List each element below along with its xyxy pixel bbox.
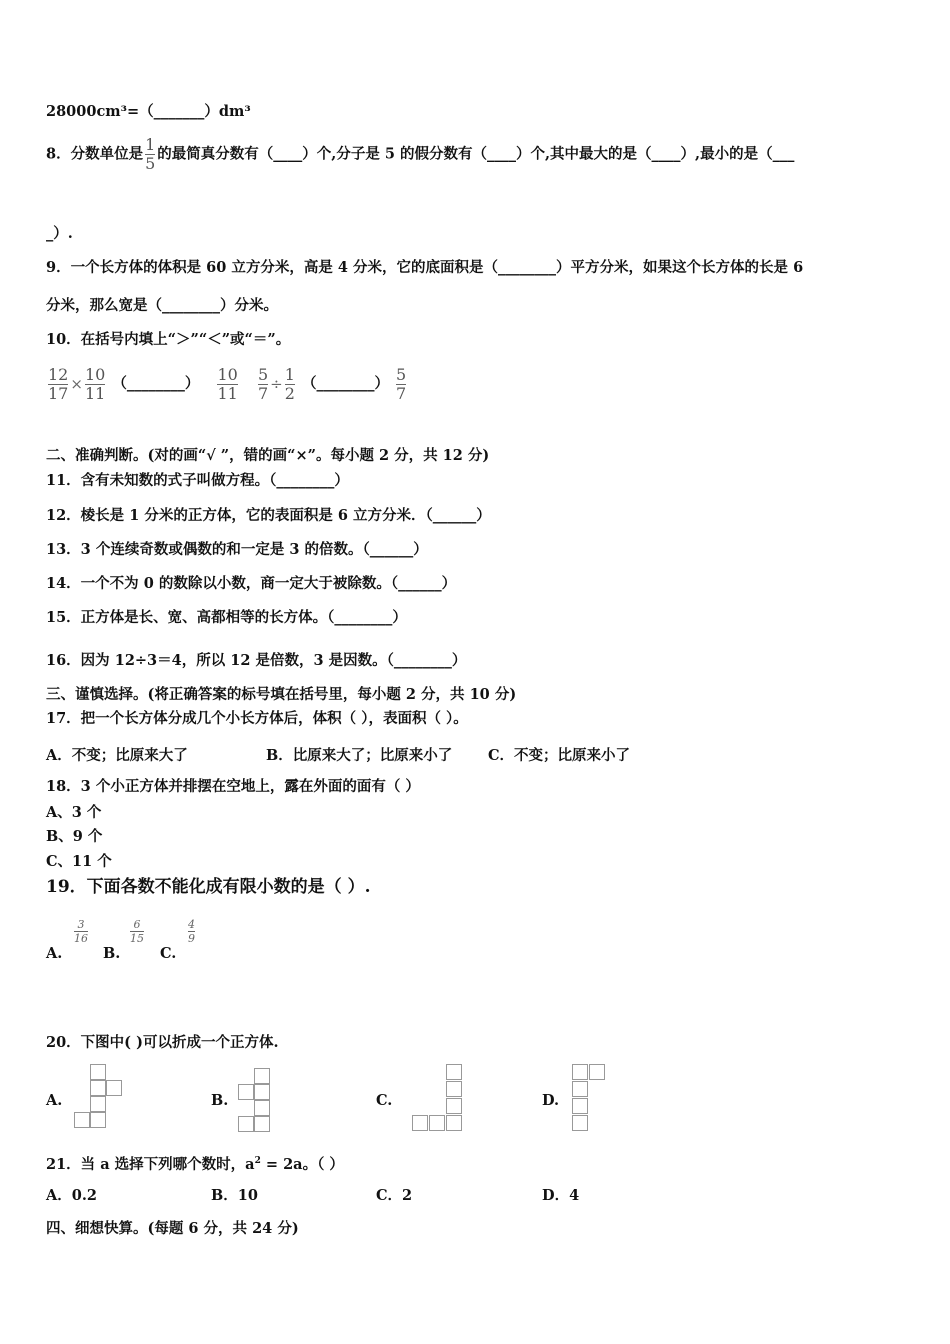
q17-option-c[interactable]: C．不变；比原来小了 (488, 747, 631, 764)
q21-option-d[interactable]: D．4 (542, 1187, 580, 1204)
q10-blank1[interactable]: （________） (112, 375, 200, 392)
q20-text: 20．下图中( )可以折成一个正方体. (46, 1034, 279, 1051)
q12-text: 12．棱长是 1 分米的正方体，它的表面积是 6 立方分米．（______） (46, 507, 491, 524)
q18-option-b[interactable]: B、9 个 (46, 828, 103, 845)
section-4-title: 四、细想快算。(每题 6 分，共 24 分) (46, 1220, 299, 1237)
q16-text: 16．因为 12÷3＝4，所以 12 是倍数，3 是因数。（________） (46, 652, 467, 669)
q13-text: 13．3 个连续奇数或偶数的和一定是 3 的倍数。（______） (46, 541, 428, 558)
q11-text: 11．含有未知数的式子叫做方程。（________） (46, 472, 349, 489)
q17-option-b[interactable]: B．比原来大了；比原来小了 (266, 747, 453, 764)
q10-op2: ÷ (270, 375, 283, 393)
q10-expr (46, 362, 408, 406)
q21-text: 21．当 a 选择下列哪个数时，$a^2 = 2a$。（ ） (46, 1155, 344, 1173)
section-3-title: 三、谨慎选择。(将正确答案的标号填在括号里，每小题 2 分，共 10 分) (46, 686, 517, 703)
q8-cont: _）. (46, 225, 73, 242)
q19-frac-a: 3 16 (74, 918, 88, 945)
q10-frac5: $\frac{1}{2}$ (284, 364, 295, 403)
q17-option-a[interactable]: A．不变；比原来大了 (46, 747, 188, 764)
q10-op1: × (70, 375, 83, 393)
q10-frac2: $\frac{10}{11}$ (84, 364, 106, 403)
q7-text: 28000cm³=（_______）dm³ (46, 103, 251, 120)
q8-pre: 8．分数单位是 (46, 145, 144, 163)
q19-option-a[interactable]: A. (46, 945, 63, 962)
q19-frac-b: 6 15 (130, 918, 144, 945)
q19-frac-c: 4 9 (188, 918, 195, 945)
q21-option-c[interactable]: C．2 (376, 1187, 413, 1204)
q18-option-a[interactable]: A、3 个 (46, 804, 102, 821)
section-2-title: 二、准确判断。(对的画“√ ”，错的画“×”。每小题 2 分，共 12 分) (46, 447, 490, 464)
q8-fraction (145, 136, 155, 173)
q19-option-b[interactable]: B. (103, 945, 121, 962)
q8-frac-den: 5 (145, 154, 156, 173)
q8-line (46, 136, 794, 173)
q10-frac4: $\frac{5}{7}$ (257, 364, 269, 403)
q18-text: 18．3 个小正方体并排摆在空地上，露在外面的面有（ ） (46, 778, 420, 795)
q21-option-b[interactable]: B．10 (211, 1187, 258, 1204)
q10-text: 10．在括号内填上“＞”“＜”或“＝”。 (46, 331, 291, 348)
q15-text: 15．正方体是长、宽、高都相等的长方体。（________） (46, 609, 407, 626)
q19-text: 19．下面各数不能化成有限小数的是（ ）. (46, 877, 371, 897)
q20-option-d[interactable]: D. (542, 1092, 560, 1109)
q21-option-a[interactable]: A．0.2 (46, 1187, 97, 1204)
q19-option-c[interactable]: C. (160, 945, 177, 962)
q9-line1: 9．一个长方体的体积是 60 立方分米，高是 4 分米，它的底面积是（________）平方分米，如果这个长方体的长是 6 (46, 259, 804, 276)
q10-frac6: $\frac{5}{7}$ (396, 364, 407, 403)
q10-frac1: $\frac{12}{17}$ (48, 364, 69, 403)
q18-option-c[interactable]: C、11 个 (46, 853, 112, 870)
q8-frac-num: 1 (145, 135, 156, 154)
q8-post: 的最简真分数有（____）个,分子是 5 的假分数有（____）个,其中最大的是（____）,最小的是（___ (157, 145, 795, 163)
q17-text: 17．把一个长方体分成几个小长方体后，体积（ ），表面积（ ）。 (46, 710, 468, 727)
q20-option-b[interactable]: B. (211, 1092, 229, 1109)
q9-line2: 分米，那么宽是（________）分米。 (46, 297, 278, 314)
q10-frac3: $\frac{10}{11}$ (217, 364, 238, 403)
q14-text: 14．一个不为 0 的数除以小数，商一定大于被除数。（______） (46, 575, 457, 592)
q20-option-c[interactable]: C. (376, 1092, 393, 1109)
q10-blank2[interactable]: （________） (301, 375, 389, 392)
q20-option-a[interactable]: A. (46, 1092, 63, 1109)
